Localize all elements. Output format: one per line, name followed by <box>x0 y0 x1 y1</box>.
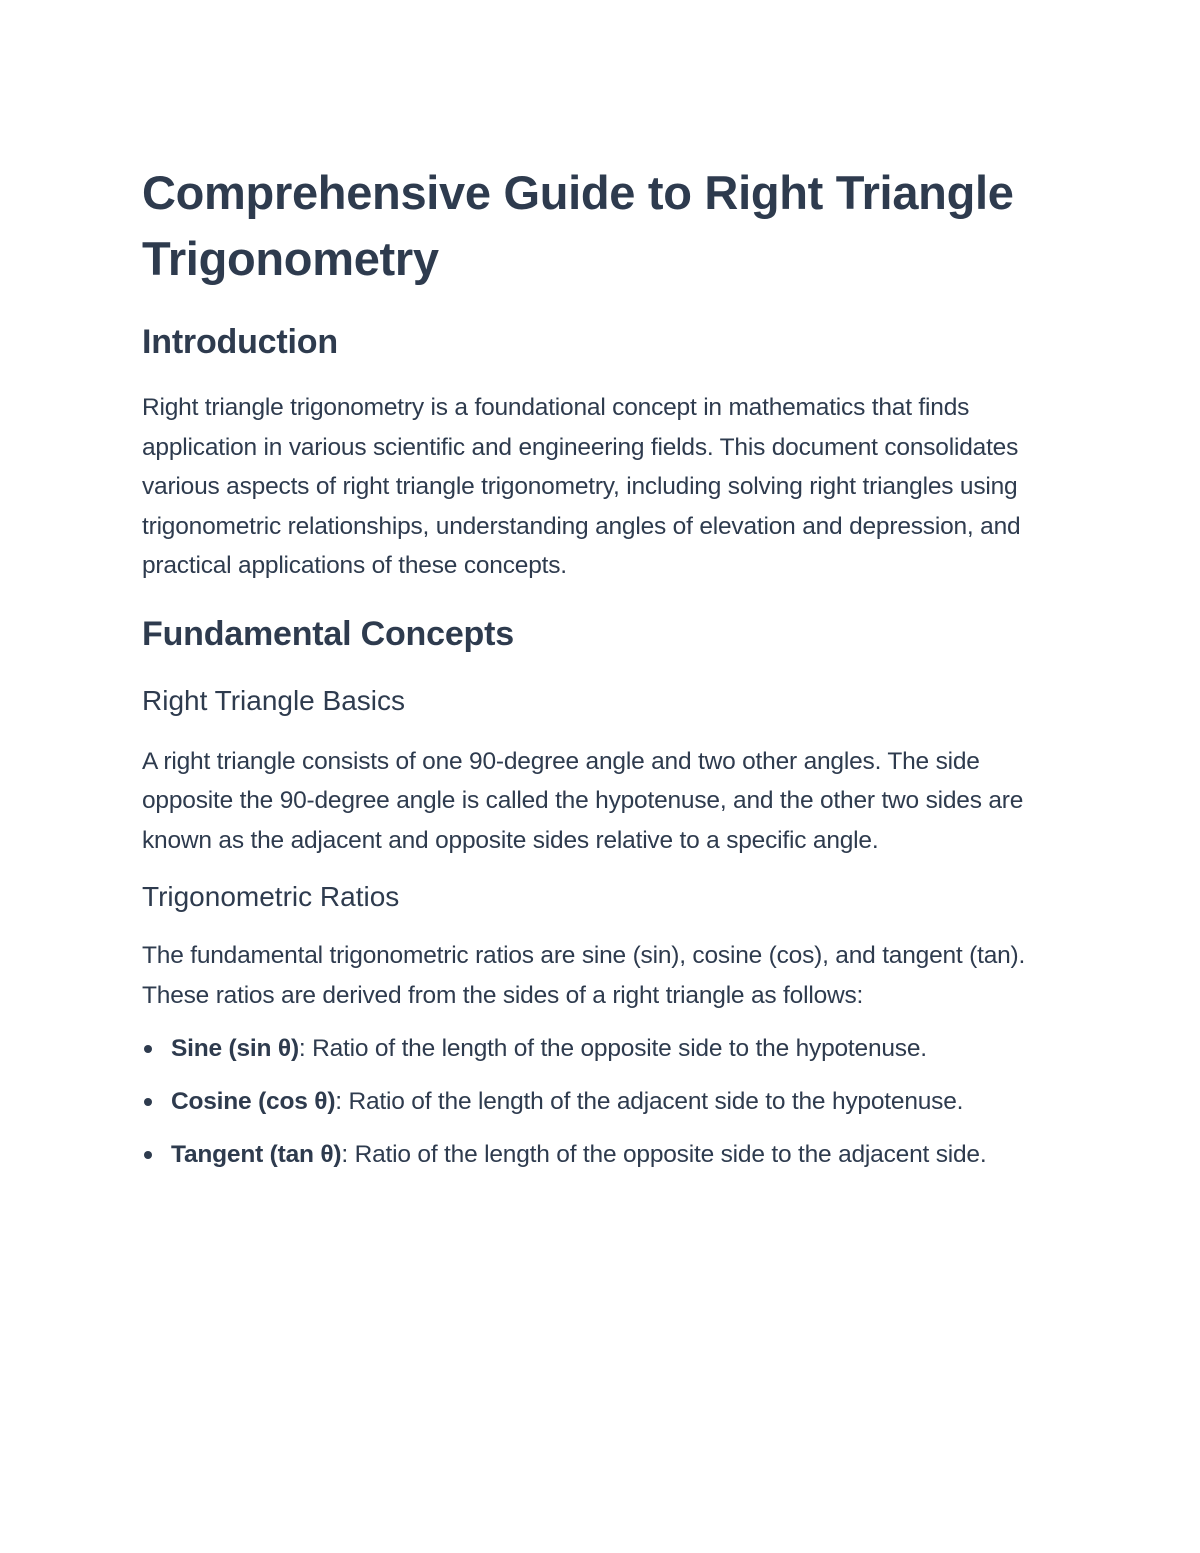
subsection-heading-right-triangle-basics: Right Triangle Basics <box>142 684 406 716</box>
bullet-icon <box>144 1098 152 1106</box>
list-item-term: Sine (sin θ) <box>171 1035 299 1062</box>
section-heading-fundamental-concepts: Fundamental Concepts <box>142 614 514 653</box>
list-item-term: Tangent (tan θ) <box>171 1141 342 1168</box>
list-item-sine <box>142 1029 1072 1069</box>
bullet-icon <box>144 1045 152 1053</box>
introduction-paragraph: Right triangle trigonometry is a foundational concept in mathematics that finds application in various scientific and engineering fields. This document consolidates various aspects of right triangle trigonometry, including solving right triangles using trigonometric relationships, understanding angles of elevation and depression, and practical applications of these concepts. <box>142 394 1021 579</box>
list-item-description: : Ratio of the length of the opposite side to the adjacent side. <box>341 1141 987 1168</box>
bullet-icon <box>144 1151 152 1159</box>
right-triangle-basics-paragraph: A right triangle consists of one 90-degree angle and two other angles. The side opposite the 90-degree angle is called the hypotenuse, and the other two sides are known as the adjacent and opposite sides relative to a specific angle. <box>142 747 1024 854</box>
document-title: Comprehensive Guide to Right Triangle Trigonometry <box>142 166 1014 285</box>
list-item-tangent <box>142 1135 1072 1175</box>
document-page <box>142 160 1072 1175</box>
trigonometric-ratio-list <box>142 1029 1072 1175</box>
list-item-description: : Ratio of the length of the opposite side to the hypotenuse. <box>298 1035 927 1062</box>
trigonometric-ratios-paragraph: The fundamental trigonometric ratios are sine (sin), cosine (cos), and tangent (tan). These ratios are derived from the sides of a right triangle as follows: <box>142 942 1026 1009</box>
subsection-heading-trigonometric-ratios: Trigonometric Ratios <box>142 881 400 912</box>
list-item-description: : Ratio of the length of the adjacent side to the hypotenuse. <box>335 1088 964 1115</box>
list-item-cosine <box>142 1082 1072 1122</box>
section-heading-introduction: Introduction <box>142 323 338 361</box>
list-item-term: Cosine (cos θ) <box>171 1088 336 1115</box>
